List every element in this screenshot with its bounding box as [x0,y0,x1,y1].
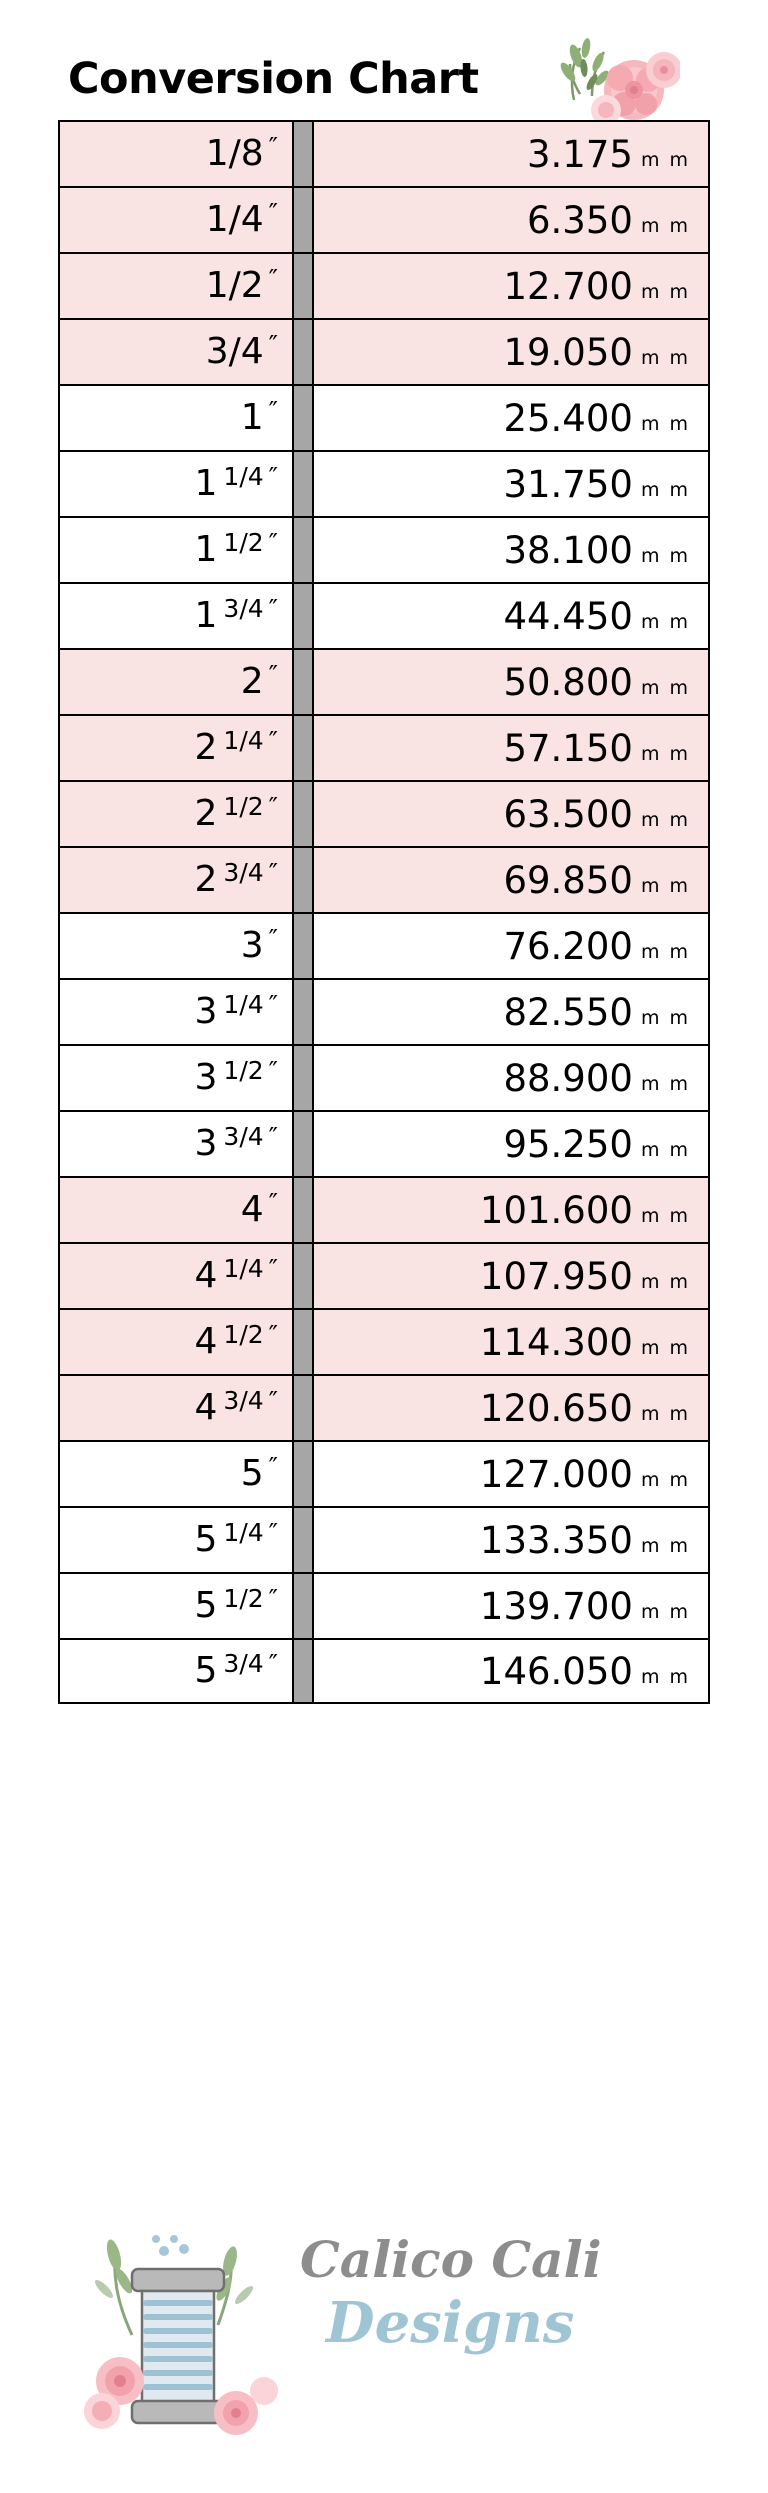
inches-fraction: 1/2 [223,1583,264,1613]
inch-mark: ″ [268,197,278,227]
millimeters-unit-label: m m [640,1665,690,1688]
inches-fraction: 3/4 [223,1385,264,1415]
millimeters-value: 63.500 [503,792,633,836]
millimeters-value: 50.800 [503,660,633,704]
inches-fraction: 3/4 [205,331,264,372]
table-row [58,714,710,780]
inch-mark: ″ [268,593,278,623]
column-divider [292,980,314,1044]
table-row [58,1506,710,1572]
table-row [58,120,710,186]
inches-whole: 2 [194,727,218,768]
column-divider [292,518,314,582]
millimeters-cell [314,320,708,384]
column-divider [292,1442,314,1506]
thread-spool-with-flowers-icon [68,2185,298,2465]
conversion-table [58,120,710,1704]
table-row [58,846,710,912]
inches-cell [60,848,292,912]
millimeters-unit-label: m m [640,1600,690,1623]
inches-whole: 3 [240,925,264,966]
brand-name-line1: Calico Cali [300,2230,602,2289]
inch-mark: ″ [268,1253,278,1283]
millimeters-cell [314,782,708,846]
millimeters-value: 44.450 [503,594,633,638]
millimeters-cell [314,1046,708,1110]
inches-cell [60,320,292,384]
millimeters-value: 127.000 [479,1452,633,1496]
millimeters-cell [314,584,708,648]
column-divider [292,782,314,846]
millimeters-unit-label: m m [640,1138,690,1161]
millimeters-value: 31.750 [503,462,633,506]
inches-whole: 4 [194,1321,218,1362]
millimeters-value: 38.100 [503,528,633,572]
inches-whole: 1 [194,529,218,570]
inches-fraction: 1/4 [223,461,264,491]
millimeters-value: 3.175 [527,132,633,176]
millimeters-cell [314,1508,708,1572]
column-divider [292,584,314,648]
inch-mark: ″ [268,1385,278,1415]
millimeters-unit-label: m m [640,478,690,501]
inch-mark: ″ [268,1648,278,1678]
millimeters-unit-label: m m [640,1402,690,1425]
millimeters-unit-label: m m [640,148,690,171]
inches-cell [60,122,292,186]
millimeters-value: 133.350 [479,1518,633,1562]
table-row [58,648,710,714]
millimeters-unit-label: m m [640,940,690,963]
inches-whole: 5 [194,1519,218,1560]
column-divider [292,1310,314,1374]
table-row [58,186,710,252]
inch-mark: ″ [268,1055,278,1085]
inches-whole: 5 [194,1585,218,1626]
inches-cell [60,452,292,516]
table-row [58,1638,710,1704]
inches-whole: 1 [240,397,264,438]
millimeters-unit-label: m m [640,1336,690,1359]
table-row [58,1176,710,1242]
inches-whole: 3 [194,1057,218,1098]
millimeters-unit-label: m m [640,1006,690,1029]
millimeters-value: 95.250 [503,1122,633,1166]
millimeters-unit-label: m m [640,346,690,369]
inch-mark: ″ [268,527,278,557]
millimeters-cell [314,1376,708,1440]
column-divider [292,320,314,384]
brand-logo-text [300,2230,720,2356]
millimeters-cell [314,452,708,516]
column-divider [292,1574,314,1638]
millimeters-value: 114.300 [479,1320,633,1364]
inches-whole: 4 [194,1255,218,1296]
millimeters-cell [314,518,708,582]
inches-fraction: 3/4 [223,1121,264,1151]
millimeters-value: 101.600 [479,1188,633,1232]
column-divider [292,122,314,186]
inch-mark: ″ [268,1517,278,1547]
table-row [58,1110,710,1176]
inches-fraction: 3/4 [223,1648,264,1678]
inches-whole: 3 [194,991,218,1032]
millimeters-value: 12.700 [503,264,633,308]
inch-mark: ″ [268,1121,278,1151]
millimeters-unit-label: m m [640,1204,690,1227]
inches-cell [60,1178,292,1242]
millimeters-unit-label: m m [640,874,690,897]
inch-mark: ″ [268,989,278,1019]
brand-name-line2: Designs [326,2290,575,2356]
millimeters-unit-label: m m [640,676,690,699]
inches-cell [60,1310,292,1374]
millimeters-cell [314,1442,708,1506]
inches-whole: 2 [194,859,218,900]
column-divider [292,716,314,780]
column-divider [292,650,314,714]
inches-cell [60,1640,292,1702]
inch-mark: ″ [268,329,278,359]
inches-cell [60,1112,292,1176]
inches-cell [60,518,292,582]
inches-fraction: 1/2 [223,1319,264,1349]
millimeters-cell [314,122,708,186]
millimeters-cell [314,1640,708,1702]
inches-fraction: 1/4 [223,725,264,755]
page-header [0,28,768,106]
inches-cell [60,1244,292,1308]
millimeters-value: 76.200 [503,924,633,968]
millimeters-value: 107.950 [479,1254,633,1298]
millimeters-value: 82.550 [503,990,633,1034]
page-footer [0,2175,768,2493]
table-row [58,1044,710,1110]
inches-whole: 2 [240,661,264,702]
inches-whole: 4 [194,1387,218,1428]
column-divider [292,1376,314,1440]
table-row [58,450,710,516]
column-divider [292,914,314,978]
column-divider [292,848,314,912]
millimeters-unit-label: m m [640,1468,690,1491]
inches-fraction: 3/4 [223,593,264,623]
inches-fraction: 1/2 [223,791,264,821]
table-row [58,780,710,846]
inch-mark: ″ [268,791,278,821]
inch-mark: ″ [268,1319,278,1349]
inch-mark: ″ [268,923,278,953]
inches-cell [60,1376,292,1440]
inches-cell [60,188,292,252]
column-divider [292,1112,314,1176]
column-divider [292,254,314,318]
inch-mark: ″ [268,461,278,491]
millimeters-value: 139.700 [479,1584,633,1628]
millimeters-value: 146.050 [479,1649,633,1693]
inches-whole: 1 [194,595,218,636]
millimeters-unit-label: m m [640,544,690,567]
inches-whole: 4 [240,1189,264,1230]
table-row [58,912,710,978]
inches-cell [60,1442,292,1506]
inch-mark: ″ [268,263,278,293]
inches-cell [60,1574,292,1638]
millimeters-value: 120.650 [479,1386,633,1430]
millimeters-cell [314,254,708,318]
millimeters-unit-label: m m [640,1072,690,1095]
inch-mark: ″ [268,1451,278,1481]
inches-fraction: 1/2 [205,265,264,306]
inches-cell [60,650,292,714]
inches-fraction: 1/2 [223,527,264,557]
column-divider [292,1640,314,1702]
millimeters-unit-label: m m [640,1270,690,1293]
inches-cell [60,716,292,780]
millimeters-value: 6.350 [527,198,633,242]
inches-whole: 3 [194,1123,218,1164]
inches-cell [60,980,292,1044]
table-row [58,252,710,318]
inches-whole: 1 [194,463,218,504]
millimeters-cell [314,980,708,1044]
column-divider [292,188,314,252]
millimeters-value: 69.850 [503,858,633,902]
millimeters-cell [314,188,708,252]
inches-cell [60,914,292,978]
millimeters-unit-label: m m [640,742,690,765]
column-divider [292,1244,314,1308]
inches-cell [60,1046,292,1110]
millimeters-unit-label: m m [640,808,690,831]
inches-fraction: 1/4 [223,1517,264,1547]
millimeters-value: 57.150 [503,726,633,770]
millimeters-cell [314,386,708,450]
inch-mark: ″ [268,857,278,887]
inch-mark: ″ [268,725,278,755]
column-divider [292,452,314,516]
millimeters-cell [314,716,708,780]
table-row [58,978,710,1044]
column-divider [292,1046,314,1110]
millimeters-cell [314,650,708,714]
inches-fraction: 1/8 [205,133,264,174]
millimeters-unit-label: m m [640,1534,690,1557]
table-row [58,1308,710,1374]
inches-cell [60,1508,292,1572]
inches-cell [60,584,292,648]
column-divider [292,386,314,450]
table-row [58,384,710,450]
inches-fraction: 3/4 [223,857,264,887]
column-divider [292,1178,314,1242]
table-row [58,318,710,384]
millimeters-value: 25.400 [503,396,633,440]
table-row [58,1440,710,1506]
inch-mark: ″ [268,1583,278,1613]
millimeters-cell [314,1178,708,1242]
inch-mark: ″ [268,1187,278,1217]
column-divider [292,1508,314,1572]
table-row [58,516,710,582]
page-title: Conversion Chart [68,54,479,104]
inches-cell [60,782,292,846]
millimeters-unit-label: m m [640,610,690,633]
inch-mark: ″ [268,131,278,161]
millimeters-cell [314,1244,708,1308]
inch-mark: ″ [268,659,278,689]
inches-whole: 2 [194,793,218,834]
inches-cell [60,254,292,318]
millimeters-cell [314,848,708,912]
millimeters-cell [314,1310,708,1374]
millimeters-cell [314,1574,708,1638]
table-row [58,1242,710,1308]
inches-whole: 5 [194,1650,218,1691]
millimeters-cell [314,914,708,978]
millimeters-unit-label: m m [640,412,690,435]
inches-fraction: 1/4 [223,989,264,1019]
millimeters-value: 19.050 [503,330,633,374]
millimeters-unit-label: m m [640,280,690,303]
inches-fraction: 1/2 [223,1055,264,1085]
inches-whole: 5 [240,1453,264,1494]
inch-mark: ″ [268,395,278,425]
table-row [58,1572,710,1638]
inches-fraction: 1/4 [223,1253,264,1283]
inches-cell [60,386,292,450]
inches-fraction: 1/4 [205,199,264,240]
millimeters-unit-label: m m [640,214,690,237]
table-row [58,1374,710,1440]
millimeters-cell [314,1112,708,1176]
table-row [58,582,710,648]
millimeters-value: 88.900 [503,1056,633,1100]
